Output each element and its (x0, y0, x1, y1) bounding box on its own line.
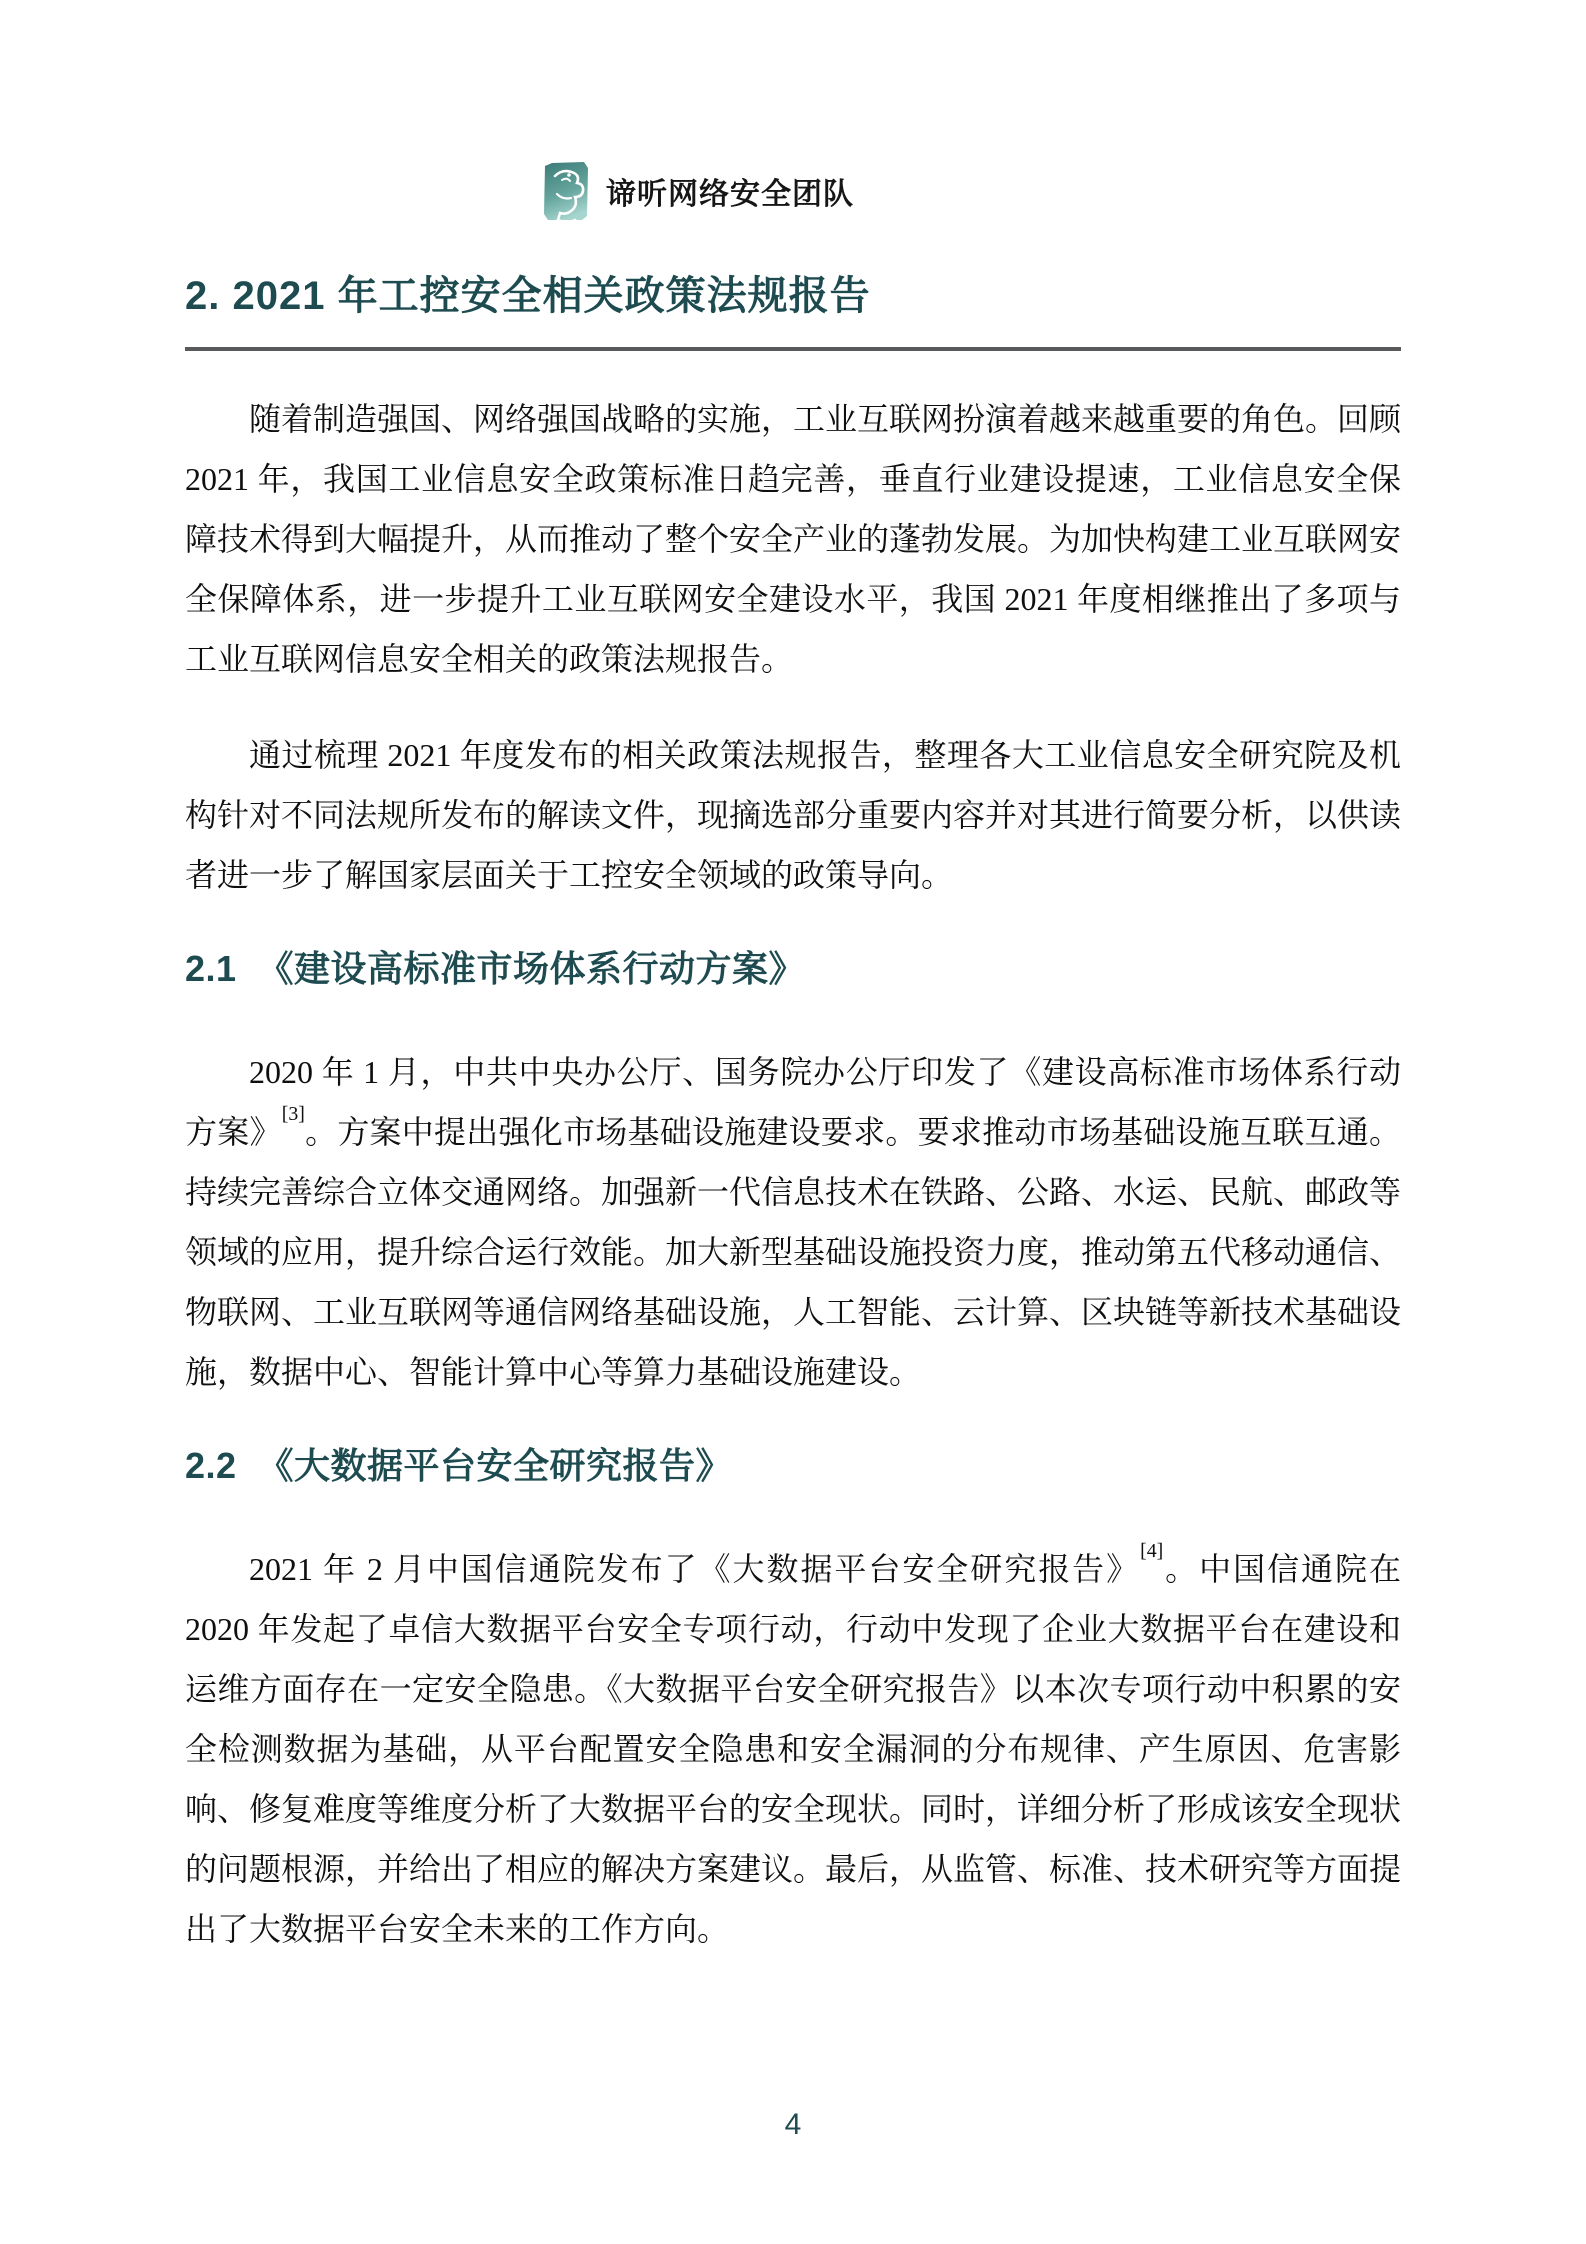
section-2-2-text-pre: 2021 年 2 月中国信通院发布了《大数据平台安全研究报告》 (249, 1551, 1141, 1587)
page-number: 4 (784, 2108, 802, 2141)
intro-paragraph-1: 随着制造强国、网络强国战略的实施，工业互联网扮演着越来越重要的角色。回顾 2021 年，我国工业信息安全政策标准日趋完善，垂直行业建设提速，工业信息安全保障技术得到大幅提升，从而推动了整个安全产业的蓬勃发展。为加快构建工业互联网安全保障体系，进一步提升工业互联网安全建设水平，我国 2021 年度相继推出了多项与工业互联网信息安全相关的政策法规报告。 (185, 401, 1402, 677)
section-2-2-text-post: 。中国信通院在 2020 年发起了卓信大数据平台安全专项行动，行动中发现了企业大数据平台在建设和运维方面存在一定安全隐患。《大数据平台安全研究报告》以本次专项行动中积累的安全检测数据为基础，从平台配置安全隐患和安全漏洞的分布规律、产生原因、危害影响、修复难度等维度分析了大数据平台的安全现状。同时，详细分析了形成该安全现状的问题根源，并给出了相应的解决方案建议。最后，从监管、标准、技术研究等方面提出了大数据平台安全未来的工作方向。 (185, 1551, 1402, 1947)
title-divider (185, 347, 1401, 351)
intro-paragraph-2: 通过梳理 2021 年度发布的相关政策法规报告，整理各大工业信息安全研究院及机构针对不同法规所发布的解读文件，现摘选部分重要内容并对其进行简要分析，以供读者进一步了解国家层面关于工控安全领域的政策导向。 (185, 737, 1402, 893)
citation-ref-4: [4] (1140, 1540, 1164, 1563)
section-2-1-text-pre: 2020 年 1 月，中共中央办公厅、国务院办公厅印发了《建设高标准市场体系行动方案》 (185, 1054, 1401, 1150)
section-2-2-paragraph (185, 1539, 1401, 1959)
seal-lion-icon (542, 160, 590, 222)
section-heading-2-1: 2.1 《建设高标准市场体系行动方案》 (185, 948, 806, 989)
section-2-1-paragraph (185, 1042, 1401, 1402)
section-2-1-text-post: 。方案中提出强化市场基础设施建设要求。要求推动市场基础设施互联互通。持续完善综合立体交通网络。加强新一代信息技术在铁路、公路、水运、民航、邮政等领域的应用，提升综合运行效能。加大新型基础设施投资力度，推动第五代移动通信、物联网、工业互联网等通信网络基础设施，人工智能、云计算、区块链等新技术基础设施，数据中心、智能计算中心等算力基础设施建设。 (185, 1114, 1402, 1390)
section-heading-2-2: 2.2 《大数据平台安全研究报告》 (185, 1445, 733, 1486)
team-name: 谛听网络安全团队 (606, 178, 854, 211)
page-title: 2. 2021 年工控安全相关政策法规报告 (185, 274, 871, 318)
page-header (90, 160, 1306, 222)
page-footer (0, 2108, 1586, 2142)
citation-ref-3: [3] (281, 1103, 305, 1126)
